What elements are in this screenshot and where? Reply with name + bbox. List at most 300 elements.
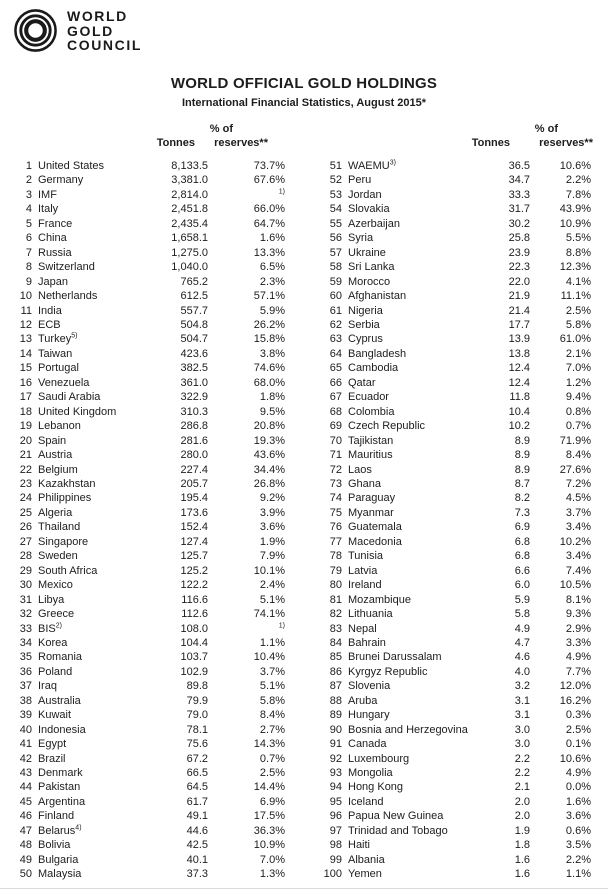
country-cell: Nigeria: [348, 304, 383, 317]
tonnes-cell: 5.8: [514, 608, 530, 621]
rank-cell: 38: [19, 694, 32, 707]
rank-cell: 80: [329, 579, 342, 592]
table-row: [304, 506, 591, 520]
table-row: [304, 390, 591, 404]
table-row: [0, 506, 285, 520]
tonnes-cell: 36.5: [508, 160, 530, 172]
country-cell: Yemen: [348, 868, 382, 881]
country-cell: Slovakia: [348, 203, 390, 216]
pct-cell: 61.0%: [559, 333, 591, 346]
country-cell: Peru: [348, 174, 372, 187]
pct-cell: 10.1%: [253, 564, 285, 577]
column-header-pct-line2-right: reserves**: [539, 137, 593, 149]
tonnes-cell: 195.4: [180, 492, 208, 505]
table-row: [0, 780, 285, 794]
tonnes-cell: 4.6: [514, 651, 530, 664]
rank-cell: 10: [19, 290, 32, 303]
tonnes-cell: 34.7: [508, 174, 530, 187]
pct-cell: 4.9%: [565, 651, 591, 664]
rank-cell: 57: [329, 246, 342, 259]
pct-cell: 8.4%: [565, 449, 591, 462]
page-title: WORLD OFFICIAL GOLD HOLDINGS: [170, 75, 438, 92]
pct-cell: 2.5%: [565, 723, 591, 736]
pct-cell: [208, 188, 285, 202]
tonnes-cell: 1,658.1: [171, 232, 208, 245]
tonnes-cell: 3.1: [514, 694, 530, 707]
country-cell: Czech Republic: [348, 420, 426, 433]
pct-cell: 1.9%: [259, 535, 285, 548]
tonnes-cell: 3.1: [514, 709, 530, 722]
table-row: [304, 405, 591, 419]
pct-cell: 4.1%: [565, 275, 591, 288]
table-row: [0, 260, 285, 274]
tonnes-cell: 23.9: [508, 246, 530, 259]
rank-cell: 4: [25, 203, 32, 216]
table-row: [304, 795, 591, 809]
country-cell: Hungary: [348, 709, 390, 722]
rank-cell: 21: [19, 449, 32, 462]
pct-cell: 16.2%: [559, 694, 591, 707]
country-cell: Bosnia and Herzegovina: [348, 723, 468, 736]
table-row: [304, 491, 591, 505]
country-cell: Libya: [38, 593, 65, 606]
rank-cell: 15: [19, 362, 32, 375]
pct-cell: 10.5%: [559, 579, 591, 592]
country-cell: United States: [38, 160, 105, 172]
country-cell: Taiwan: [38, 347, 73, 360]
rank-cell: 71: [329, 449, 342, 462]
tonnes-cell: 30.2: [508, 217, 530, 230]
table-row: [0, 491, 285, 505]
table-row: [0, 188, 285, 202]
pct-cell: 43.9%: [559, 203, 591, 216]
pct-cell: 34.4%: [253, 463, 285, 476]
table-row: [304, 318, 591, 332]
footnote-marker: 1): [278, 188, 285, 196]
rank-cell: 93: [329, 767, 342, 780]
table-row: [304, 202, 591, 216]
rank-cell: 11: [20, 304, 32, 317]
rank-cell: 65: [329, 362, 342, 375]
country-cell: Bahrain: [348, 636, 386, 649]
tonnes-cell: 2.2: [514, 767, 530, 780]
pct-cell: 12.3%: [559, 261, 591, 274]
table-row: [304, 419, 591, 433]
table-row: [304, 347, 591, 361]
table-row: [0, 752, 285, 766]
country-cell: Latvia: [348, 564, 378, 577]
table-row: [304, 549, 591, 563]
country-cell: Switzerland: [38, 261, 95, 274]
rank-cell: 6: [25, 232, 32, 245]
rank-cell: 47: [19, 824, 32, 837]
pct-cell: 8.4%: [259, 709, 285, 722]
rank-cell: 56: [329, 232, 342, 245]
pct-cell: 10.6%: [559, 160, 591, 172]
tonnes-cell: 1.8: [514, 839, 530, 852]
table-row: [0, 694, 285, 708]
tonnes-cell: 89.8: [186, 680, 208, 693]
tonnes-cell: 612.5: [180, 290, 208, 303]
country-cell: Guatemala: [348, 521, 402, 534]
tonnes-cell: 1.6: [514, 868, 530, 881]
pct-cell: 3.3%: [565, 636, 591, 649]
table-row: [304, 260, 591, 274]
logo-word-3: COUNCIL: [67, 37, 142, 54]
column-header-pct-line1-left: % of: [209, 123, 233, 135]
tonnes-cell: 104.4: [180, 636, 208, 649]
country-cell: Sri Lanka: [348, 261, 395, 274]
country-cell: Iceland: [348, 795, 384, 808]
tonnes-cell: 2,451.8: [171, 203, 208, 216]
country-cell: Egypt: [38, 738, 67, 751]
rank-cell: 60: [329, 290, 342, 303]
pct-cell: 7.0%: [259, 853, 285, 866]
table-row: [304, 737, 591, 751]
rank-cell: 52: [329, 174, 342, 187]
table-row: [0, 173, 285, 187]
country-cell: Iraq: [38, 680, 57, 693]
rank-cell: 100: [323, 868, 342, 881]
pct-cell: 3.6%: [259, 521, 285, 534]
table-row: [304, 289, 591, 303]
tonnes-cell: 2.2: [514, 752, 530, 765]
country-cell: Singapore: [38, 535, 89, 548]
rank-cell: 78: [329, 550, 342, 563]
country-cell: Thailand: [38, 521, 81, 534]
country-cell: Spain: [38, 434, 67, 447]
rank-cell: 75: [329, 506, 342, 519]
tonnes-cell: 3.2: [514, 680, 530, 693]
country-cell: Italy: [38, 203, 59, 216]
table-row: [0, 564, 285, 578]
table-row: [304, 188, 591, 202]
rank-cell: 84: [329, 636, 342, 649]
tonnes-cell: 12.4: [508, 362, 530, 375]
tonnes-cell: 125.2: [180, 564, 208, 577]
country-cell: Bangladesh: [348, 347, 407, 360]
tonnes-cell: 11.8: [509, 391, 530, 404]
table-row: [304, 564, 591, 578]
table-row: [0, 477, 285, 491]
country-cell: Slovenia: [348, 680, 391, 693]
rank-cell: 13: [19, 333, 32, 346]
tonnes-cell: 7.3: [514, 506, 530, 519]
table-row: [304, 607, 591, 621]
table-row: [304, 159, 591, 173]
country-cell: Belarus$^{4)}$: [38, 824, 82, 837]
table-row: [0, 246, 285, 260]
page-subtitle: International Financial Statistics, August 2015*: [181, 97, 427, 109]
country-cell: Brazil: [38, 752, 66, 765]
country-cell: Poland: [38, 665, 73, 678]
country-cell: Kazakhstan: [38, 477, 96, 490]
pct-cell: 26.8%: [253, 477, 285, 490]
tonnes-cell: 322.9: [180, 391, 208, 404]
country-cell: Bulgaria: [38, 853, 79, 866]
rank-cell: 49: [19, 853, 32, 866]
table-row: [0, 405, 285, 419]
rank-cell: 83: [329, 622, 342, 635]
country-cell: Azerbaijan: [348, 217, 400, 230]
country-cell: United Kingdom: [38, 405, 117, 418]
country-cell: France: [38, 217, 73, 230]
country-cell: Argentina: [38, 795, 86, 808]
tonnes-cell: 227.4: [180, 463, 208, 476]
pct-cell: 14.4%: [253, 781, 285, 794]
tonnes-cell: 79.0: [186, 709, 208, 722]
country-cell: Mexico: [38, 579, 73, 592]
table-ranks-1-50: [0, 159, 285, 882]
rank-cell: 61: [329, 304, 342, 317]
pct-cell: 0.8%: [565, 405, 591, 418]
rank-cell: 34: [19, 636, 32, 649]
country-cell: Lebanon: [38, 420, 81, 433]
table-row: [0, 867, 285, 881]
rank-cell: 58: [329, 261, 342, 274]
pct-cell: 2.9%: [565, 622, 591, 635]
rank-cell: 68: [329, 405, 342, 418]
table-row: [304, 752, 591, 766]
pct-cell: 7.9%: [259, 550, 285, 563]
pct-cell: 3.4%: [565, 550, 591, 563]
country-cell: Philippines: [38, 492, 92, 505]
table-row: [0, 650, 285, 664]
table-row: [0, 535, 285, 549]
tonnes-cell: 152.4: [180, 521, 208, 534]
tonnes-cell: 8.7: [514, 477, 530, 490]
pct-cell: 57.1%: [253, 290, 285, 303]
country-cell: Myanmar: [348, 506, 394, 519]
pct-cell: 9.3%: [565, 608, 591, 621]
tonnes-cell: 4.0: [514, 665, 530, 678]
country-cell: Japan: [38, 275, 68, 288]
tonnes-cell: 12.4: [508, 376, 530, 389]
pct-cell: 64.7%: [253, 217, 285, 230]
rank-cell: 55: [329, 217, 342, 230]
tonnes-cell: 13.9: [508, 333, 530, 346]
rank-cell: 18: [19, 405, 32, 418]
tonnes-cell: 66.5: [186, 767, 208, 780]
rank-cell: 26: [19, 521, 32, 534]
pct-cell: 10.4%: [253, 651, 285, 664]
tonnes-cell: 281.6: [180, 434, 208, 447]
tonnes-cell: 1,275.0: [171, 246, 208, 259]
pct-cell: 71.9%: [559, 434, 591, 447]
table-row: [0, 838, 285, 852]
pct-cell: 5.9%: [259, 304, 285, 317]
rank-cell: 31: [19, 593, 32, 606]
table-row: [0, 332, 285, 346]
country-cell: Afghanistan: [348, 290, 407, 303]
table-row: [0, 549, 285, 563]
pct-cell: 9.5%: [259, 405, 285, 418]
rank-cell: 74: [329, 492, 342, 505]
column-header-pct-line2-left: reserves**: [214, 137, 268, 149]
table-row: [0, 593, 285, 607]
table-row: [304, 246, 591, 260]
table-row: [304, 824, 591, 838]
pct-cell: 20.8%: [253, 420, 285, 433]
country-cell: Macedonia: [348, 535, 402, 548]
rank-cell: 81: [329, 593, 342, 606]
table-row: [0, 376, 285, 390]
country-cell: Cambodia: [348, 362, 399, 375]
rank-cell: 41: [19, 738, 32, 751]
rank-cell: 76: [329, 521, 342, 534]
rank-cell: 73: [329, 477, 342, 490]
table-row: [304, 853, 591, 867]
footnote-marker: 2): [55, 621, 62, 629]
country-cell: Trinidad and Tobago: [348, 824, 448, 837]
country-cell: South Africa: [38, 564, 98, 577]
pct-cell: 74.6%: [253, 362, 285, 375]
table-row: [304, 838, 591, 852]
pct-cell: 7.2%: [565, 477, 591, 490]
column-header-tonnes-right: Tonnes: [471, 137, 510, 149]
table-row: [304, 593, 591, 607]
table-row: [0, 434, 285, 448]
rank-cell: 59: [329, 275, 342, 288]
logo-wordmark: [67, 9, 142, 53]
pct-cell: 2.7%: [259, 723, 285, 736]
country-cell: Ireland: [348, 579, 382, 592]
tonnes-cell: 40.1: [186, 853, 208, 866]
table-row: [304, 636, 591, 650]
tonnes-cell: 8,133.5: [171, 160, 208, 172]
pct-cell: 17.5%: [253, 810, 285, 823]
pct-cell: 14.3%: [253, 738, 285, 751]
table-row: [0, 578, 285, 592]
tonnes-cell: 22.0: [508, 275, 530, 288]
pct-cell: 0.7%: [565, 420, 591, 433]
tonnes-cell: 13.8: [508, 347, 530, 360]
tonnes-cell: 22.3: [508, 261, 530, 274]
tonnes-cell: 44.6: [186, 824, 208, 837]
pct-cell: 3.8%: [259, 347, 285, 360]
world-gold-council-logo: [12, 7, 142, 54]
country-cell: Greece: [38, 608, 75, 621]
rank-cell: 8: [25, 261, 32, 274]
pct-cell: 3.7%: [565, 506, 591, 519]
rank-cell: 99: [329, 853, 342, 866]
table-row: [304, 361, 591, 375]
country-cell: Netherlands: [38, 290, 98, 303]
rank-cell: 67: [329, 391, 342, 404]
tonnes-cell: 2,435.4: [171, 217, 208, 230]
table-row: [304, 217, 591, 231]
country-cell: Haiti: [348, 839, 371, 852]
pct-cell: 0.6%: [565, 824, 591, 837]
rank-cell: 5: [25, 217, 32, 230]
pct-cell: 1.6%: [259, 232, 285, 245]
pct-cell: 1.2%: [565, 376, 591, 389]
rank-cell: 35: [19, 651, 32, 664]
rank-cell: 9: [25, 275, 32, 288]
country-cell: Kuwait: [38, 709, 72, 722]
logo-word-1: WORLD: [67, 8, 128, 24]
tonnes-cell: 1,040.0: [171, 261, 208, 274]
pct-cell: 0.1%: [565, 738, 591, 751]
table-row: [0, 636, 285, 650]
country-cell: Albania: [348, 853, 385, 866]
pct-cell: 12.0%: [559, 680, 591, 693]
table-row: [0, 289, 285, 303]
country-cell: China: [38, 232, 67, 245]
rank-cell: 86: [329, 665, 342, 678]
pct-cell: 10.9%: [559, 217, 591, 230]
table-row: [0, 361, 285, 375]
country-cell: Sweden: [38, 550, 78, 563]
country-cell: Venezuela: [38, 376, 90, 389]
table-row: [304, 231, 591, 245]
rank-cell: 28: [19, 550, 32, 563]
tonnes-cell: 112.6: [181, 608, 208, 621]
table-row: [304, 679, 591, 693]
table-row: [0, 766, 285, 780]
table-row: [0, 665, 285, 679]
country-cell: Mongolia: [348, 767, 393, 780]
table-row: [304, 520, 591, 534]
country-cell: Kyrgyz Republic: [348, 665, 428, 678]
tonnes-cell: 8.9: [514, 449, 530, 462]
tonnes-cell: 64.5: [186, 781, 208, 794]
holdings-tables: [0, 159, 608, 882]
pct-cell: 66.0%: [253, 203, 285, 216]
pct-cell: 15.8%: [253, 333, 285, 346]
rank-cell: 66: [329, 376, 342, 389]
tonnes-cell: 31.7: [508, 203, 530, 216]
rank-cell: 36: [19, 665, 32, 678]
pct-cell: 3.5%: [565, 839, 591, 852]
tonnes-cell: 108.0: [180, 622, 208, 635]
table-row: [304, 578, 591, 592]
rank-cell: 44: [19, 781, 32, 794]
table-row: [304, 650, 591, 664]
country-cell: Tajikistan: [348, 434, 394, 447]
pct-cell: 0.0%: [565, 781, 591, 794]
pct-cell: 26.2%: [253, 318, 285, 331]
country-cell: Nepal: [348, 622, 377, 635]
table-row: [0, 607, 285, 621]
rank-cell: 96: [329, 810, 342, 823]
pct-cell: 1.1%: [259, 636, 285, 649]
pct-cell: 1.8%: [259, 391, 285, 404]
pct-cell: 2.2%: [565, 174, 591, 187]
table-row: [0, 217, 285, 231]
holdings-table-right: [304, 159, 608, 882]
tonnes-cell: 6.8: [514, 535, 530, 548]
table-row: [304, 448, 591, 462]
rank-cell: 40: [19, 723, 32, 736]
tonnes-cell: 3.0: [514, 723, 530, 736]
tonnes-cell: 8.2: [514, 492, 530, 505]
rank-cell: 29: [19, 564, 32, 577]
country-cell: Paraguay: [348, 492, 396, 505]
country-cell: Papua New Guinea: [348, 810, 444, 823]
logo-word-2: GOLD: [67, 22, 114, 39]
pct-cell: 7.4%: [565, 564, 591, 577]
tonnes-cell: 25.8: [508, 232, 530, 245]
holdings-table-left: [0, 159, 304, 882]
tonnes-cell: 557.7: [180, 304, 208, 317]
table-row: [0, 304, 285, 318]
table-row: [0, 275, 285, 289]
tonnes-cell: 2.0: [514, 795, 530, 808]
table-row: [0, 231, 285, 245]
table-row: [0, 463, 285, 477]
country-cell: Colombia: [348, 405, 395, 418]
